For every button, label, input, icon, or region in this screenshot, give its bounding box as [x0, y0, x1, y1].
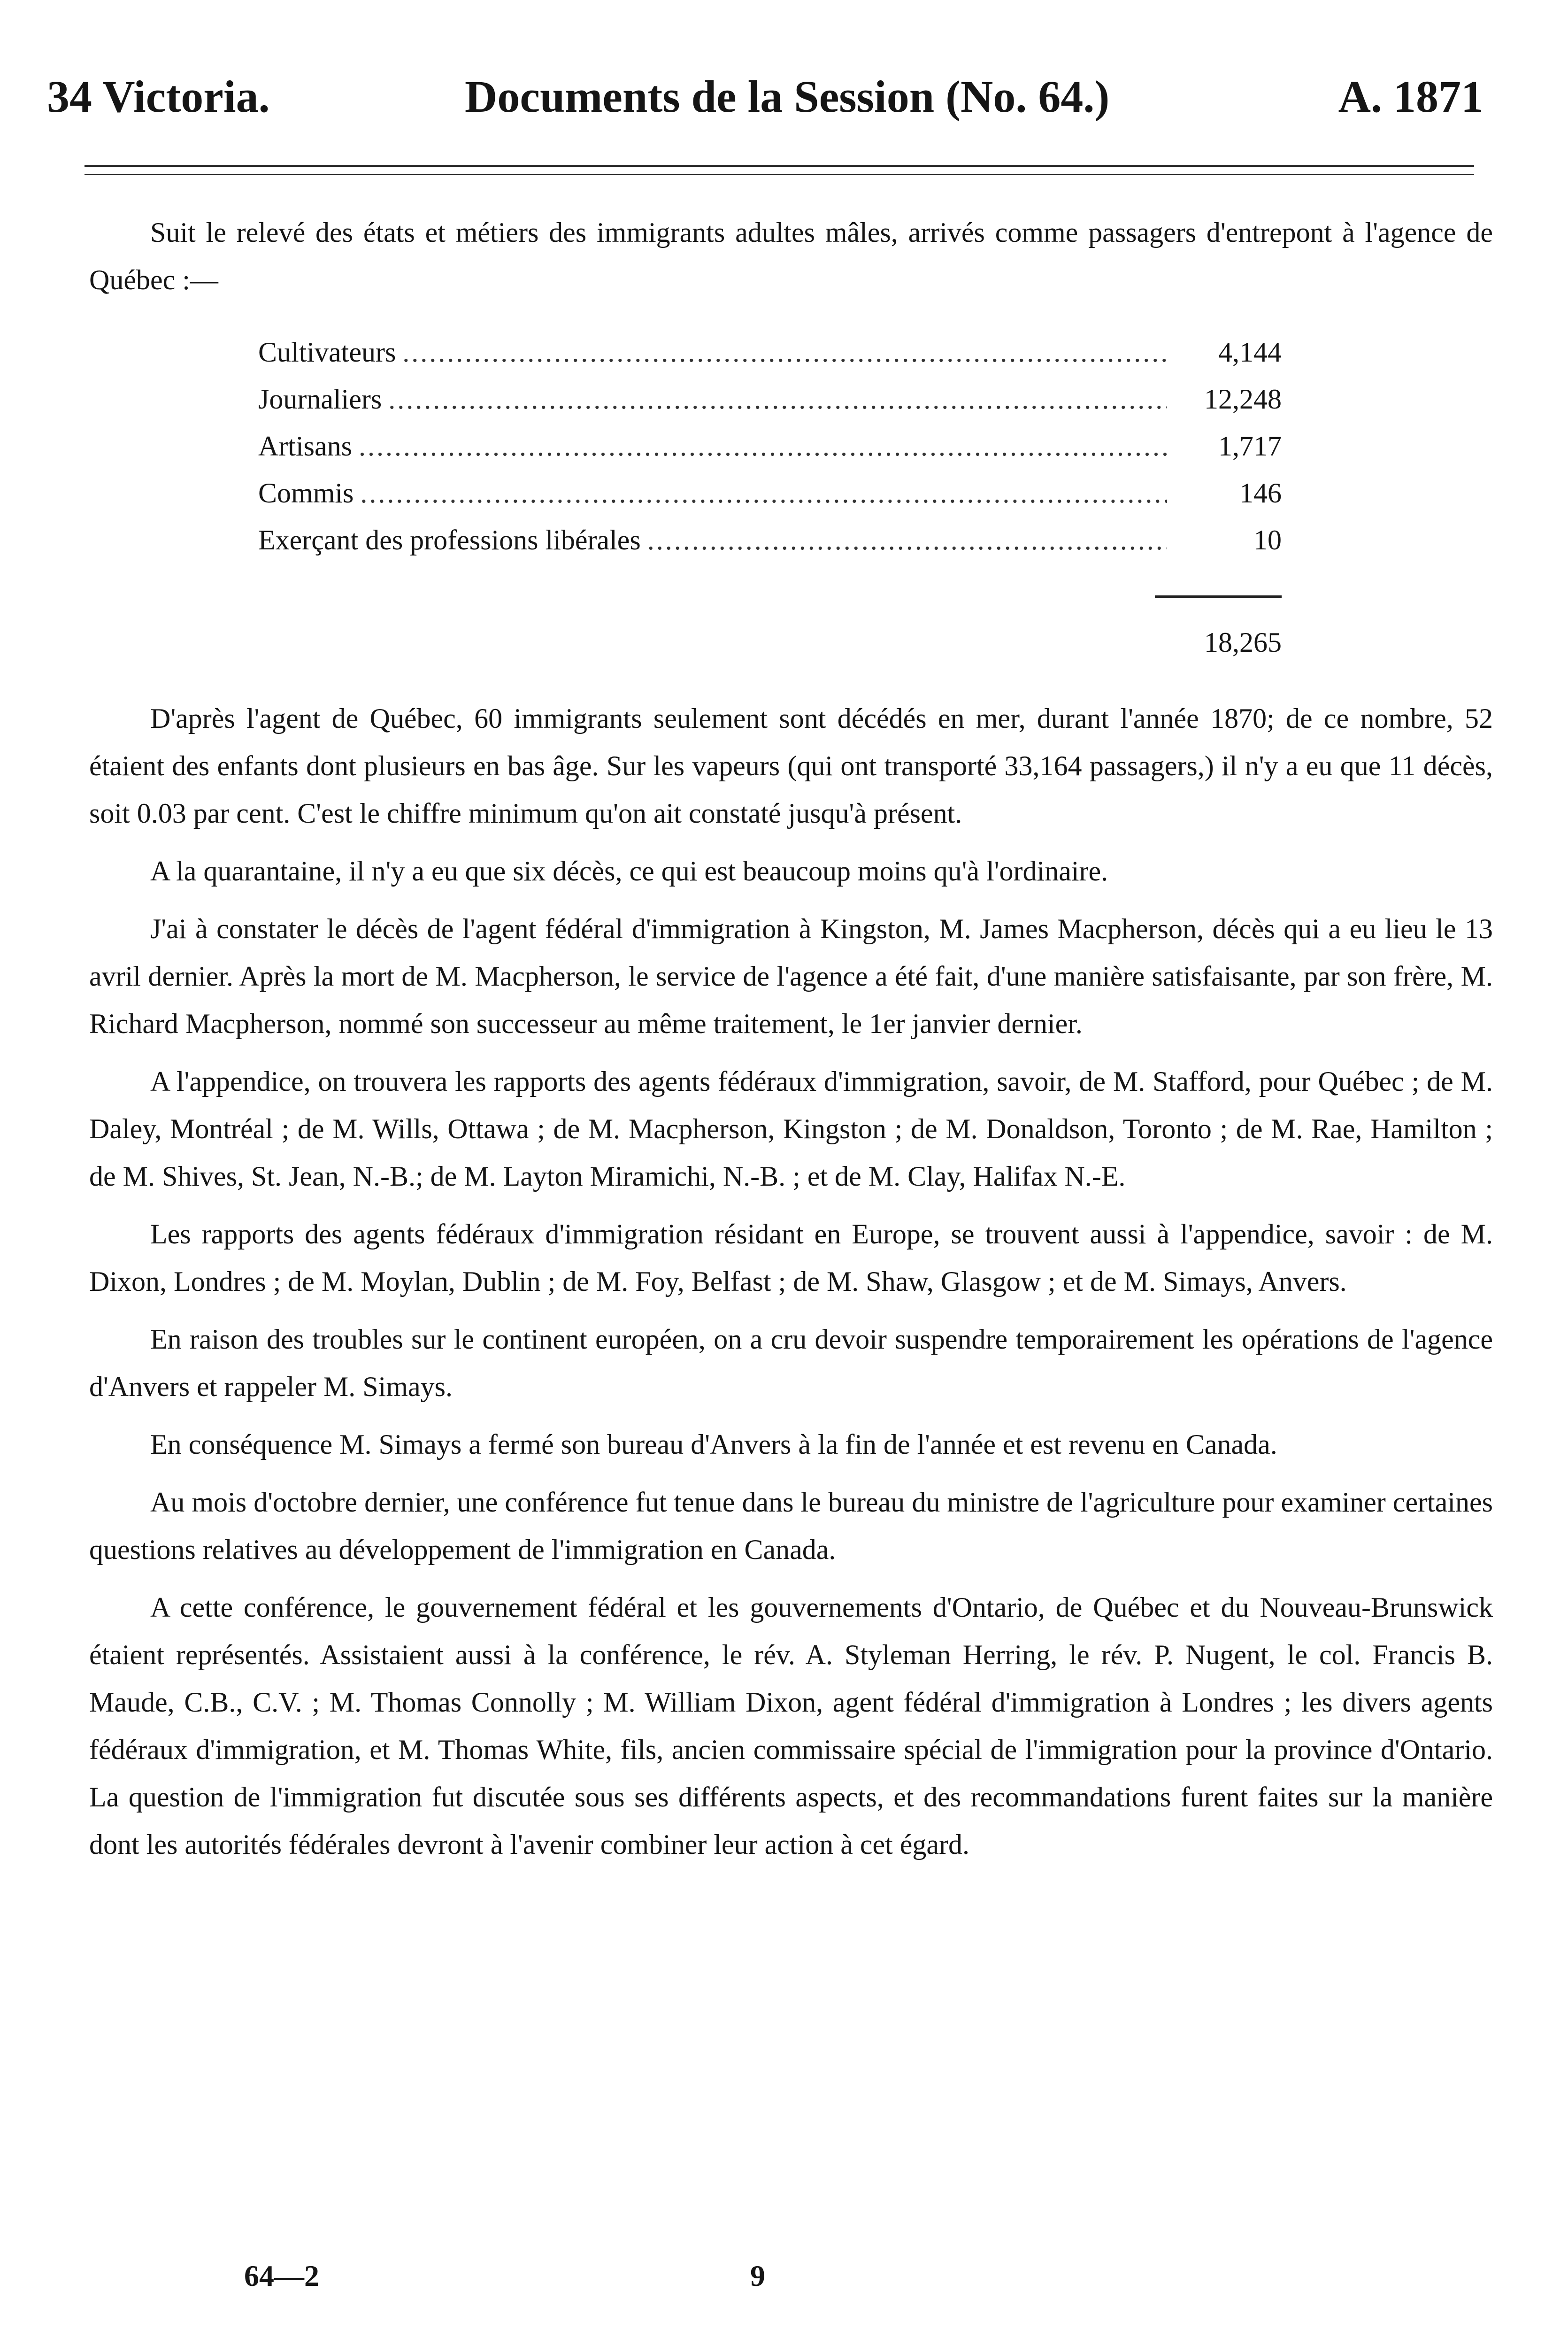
header-volume: 34 Victoria. [47, 71, 270, 122]
page-number: 9 [750, 2259, 765, 2292]
sum-rule [1155, 595, 1282, 598]
body-text [89, 695, 1493, 1879]
paragraph: J'ai à constater le décès de l'agent fédéral d'immigration à Kingston, M. James Macpherson, décès qui a eu lieu le 13 avril dernier. Après la mort de M. Macpherson, le service de l'agence a été fait, d'une manière satisfaisante, par son frère, M. Richard Macpherson, nommé son successeur au même traitement, le 1er janvier dernier. [89, 913, 1493, 1039]
row-value: 1,717 [1218, 431, 1282, 462]
row-value: 146 [1239, 478, 1282, 509]
paragraph: Les rapports des agents fédéraux d'immigration résidant en Europe, se trouvent aussi à l'appendice, savoir : de M. Dixon, Londres ; de M. Moylan, Dublin ; de M. Foy, Belfast ; de M. Shaw, Glasgow ; et de M. Simays, Anvers. [89, 1219, 1493, 1297]
footer-signature-mark: 64—2 [244, 2259, 319, 2292]
page-header [47, 70, 1483, 136]
leader-dots [359, 423, 1167, 470]
row-value: 4,144 [1218, 337, 1282, 368]
occupation-table [258, 329, 1282, 563]
table-row [258, 423, 1282, 470]
row-value: 10 [1253, 525, 1282, 555]
paragraph: A cette conférence, le gouvernement fédéral et les gouvernements d'Ontario, de Québec et du Nouveau-Brunswick étaient représentés. Assistaient aussi à la conférence, le rév. A. Styleman Herring, le rév. P. Nugent, le col. Francis B. Maude, C.B., C.V. ; M. Thomas Connolly ; M. William Dixon, agent fédéral d'immigration à Londres ; les divers agents fédéraux d'immigration, et M. Thomas White, fils, ancien commissaire spécial de l'immigration pour la province d'Ontario. La question de l'immigration fut discutée sous ses différents aspects, et des recommandations furent faites sur la manière dont les autorités fédérales devront à l'avenir combiner leur action à cet égard. [89, 1592, 1493, 1860]
header-year: A. 1871 [1338, 71, 1483, 122]
paragraph: En raison des troubles sur le continent européen, on a cru devoir suspendre temporairement les opérations de l'agence d'Anvers et rappeler M. Simays. [89, 1324, 1493, 1402]
row-label: Artisans [258, 431, 352, 462]
leader-dots [360, 470, 1167, 517]
table-total: 18,265 [1204, 627, 1282, 658]
paragraph: En conséquence M. Simays a fermé son bureau d'Anvers à la fin de l'année et est revenu en Canada. [150, 1429, 1277, 1460]
row-label: Commis [258, 478, 354, 509]
header-rule-bottom [85, 174, 1474, 175]
header-title: Documents de la Session (No. 64.) [465, 71, 1110, 122]
row-label: Journaliers [258, 384, 382, 415]
leader-dots [402, 329, 1167, 376]
intro-text: Suit le relevé des états et métiers des immigrants adultes mâles, arrivés comme passagers d'entrepont à l'agence de Québec :— [89, 217, 1493, 295]
table-row [258, 376, 1282, 423]
leader-dots [388, 376, 1167, 423]
table-row [258, 329, 1282, 376]
row-label: Exerçant des professions libérales [258, 525, 641, 555]
paragraph: Au mois d'octobre dernier, une conférence fut tenue dans le bureau du ministre de l'agriculture pour examiner certaines questions relatives au développement de l'immigration en Canada. [89, 1487, 1493, 1565]
paragraph: D'après l'agent de Québec, 60 immigrants seulement sont décédés en mer, durant l'année 1870; de ce nombre, 52 étaient des enfants dont plusieurs en bas âge. Sur les vapeurs (qui ont transporté 33,164 passagers,) il n'y a eu que 11 décès, soit 0.03 par cent. C'est le chiffre minimum qu'on ait constaté jusqu'à présent. [89, 703, 1493, 829]
table-row [258, 470, 1282, 517]
row-label: Cultivateurs [258, 337, 396, 368]
paragraph: A la quarantaine, il n'y a eu que six décès, ce qui est beaucoup moins qu'à l'ordinaire. [150, 856, 1108, 887]
leader-dots [647, 517, 1167, 563]
row-value: 12,248 [1204, 384, 1282, 415]
header-rule-top [85, 165, 1474, 167]
intro-paragraph [89, 209, 1493, 304]
table-row [258, 517, 1282, 563]
paragraph: A l'appendice, on trouvera les rapports des agents fédéraux d'immigration, savoir, de M. Stafford, pour Québec ; de M. Daley, Montréal ; de M. Wills, Ottawa ; de M. Macpherson, Kingston ; de M. Donaldson, Toronto ; de M. Rae, Hamilton ; de M. Shives, St. Jean, N.-B.; de M. Layton Miramichi, N.-B. ; et de M. Clay, Halifax N.-E. [89, 1066, 1493, 1192]
